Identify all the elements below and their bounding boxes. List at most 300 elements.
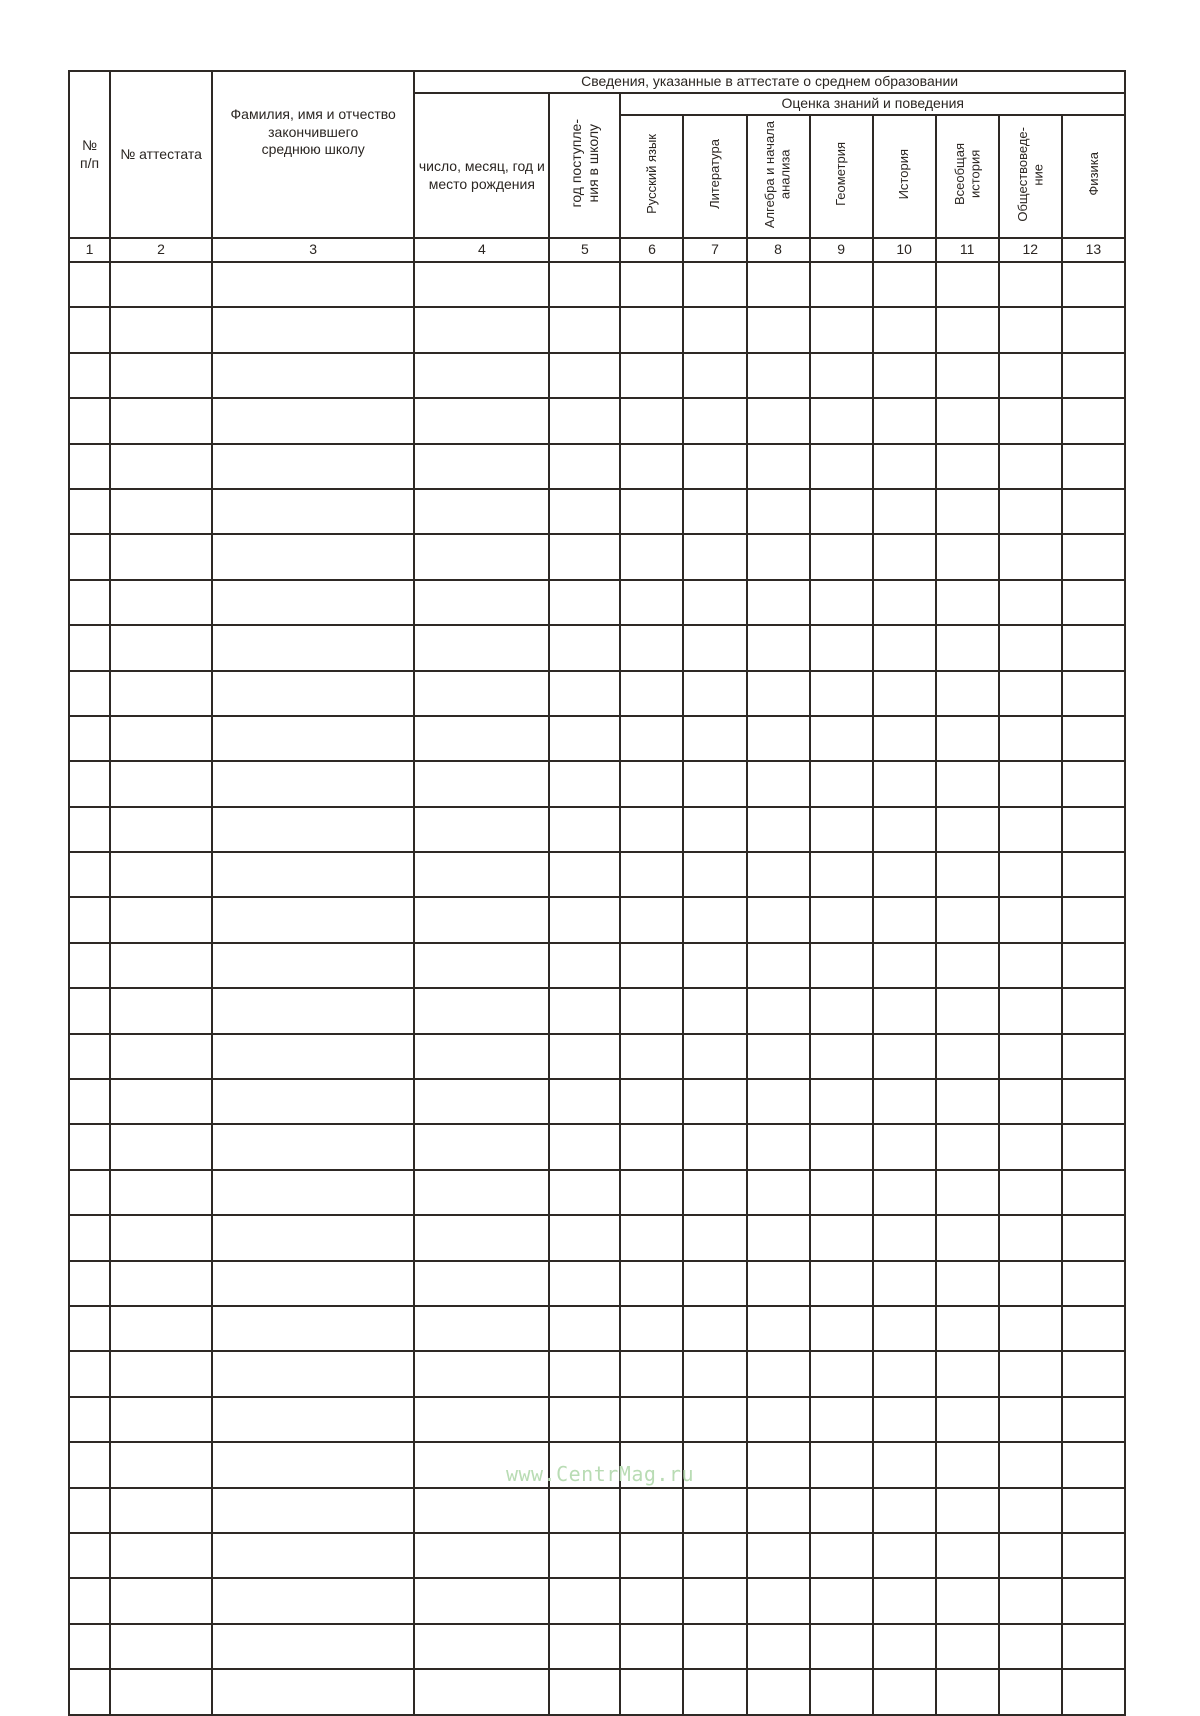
table-cell[interactable] <box>999 1079 1062 1124</box>
table-cell[interactable] <box>873 1488 936 1533</box>
table-cell[interactable] <box>69 1533 110 1578</box>
table-cell[interactable] <box>810 1079 873 1124</box>
table-cell[interactable] <box>549 716 620 761</box>
table-cell[interactable] <box>999 1261 1062 1306</box>
table-cell[interactable] <box>110 625 212 670</box>
table-cell[interactable] <box>212 988 414 1033</box>
table-cell[interactable] <box>810 1669 873 1714</box>
table-cell[interactable] <box>549 1533 620 1578</box>
table-cell[interactable] <box>747 353 810 398</box>
table-cell[interactable] <box>683 807 746 852</box>
table-cell[interactable] <box>1062 534 1125 579</box>
table-cell[interactable] <box>810 671 873 716</box>
table-cell[interactable] <box>810 489 873 534</box>
table-cell[interactable] <box>810 988 873 1033</box>
table-cell[interactable] <box>999 580 1062 625</box>
table-cell[interactable] <box>69 897 110 942</box>
table-cell[interactable] <box>69 1488 110 1533</box>
table-cell[interactable] <box>69 943 110 988</box>
table-cell[interactable] <box>873 1306 936 1351</box>
table-cell[interactable] <box>683 1578 746 1623</box>
table-cell[interactable] <box>936 262 999 307</box>
table-cell[interactable] <box>549 1215 620 1260</box>
table-cell[interactable] <box>683 1351 746 1396</box>
table-cell[interactable] <box>999 1533 1062 1578</box>
table-cell[interactable] <box>999 625 1062 670</box>
table-cell[interactable] <box>69 353 110 398</box>
table-cell[interactable] <box>683 1079 746 1124</box>
table-cell[interactable] <box>683 1261 746 1306</box>
table-cell[interactable] <box>549 1261 620 1306</box>
table-cell[interactable] <box>873 1261 936 1306</box>
table-cell[interactable] <box>549 943 620 988</box>
table-cell[interactable] <box>620 444 683 489</box>
table-cell[interactable] <box>1062 580 1125 625</box>
table-cell[interactable] <box>110 671 212 716</box>
table-cell[interactable] <box>414 1079 549 1124</box>
table-cell[interactable] <box>620 1215 683 1260</box>
table-cell[interactable] <box>620 897 683 942</box>
table-cell[interactable] <box>69 489 110 534</box>
table-cell[interactable] <box>414 943 549 988</box>
table-cell[interactable] <box>1062 1351 1125 1396</box>
table-cell[interactable] <box>212 1124 414 1169</box>
table-cell[interactable] <box>873 761 936 806</box>
table-cell[interactable] <box>683 943 746 988</box>
table-cell[interactable] <box>549 353 620 398</box>
table-cell[interactable] <box>873 625 936 670</box>
table-cell[interactable] <box>936 1170 999 1215</box>
table-cell[interactable] <box>414 988 549 1033</box>
table-cell[interactable] <box>1062 398 1125 443</box>
table-cell[interactable] <box>747 444 810 489</box>
table-cell[interactable] <box>620 489 683 534</box>
table-cell[interactable] <box>747 1669 810 1714</box>
table-cell[interactable] <box>414 1170 549 1215</box>
table-cell[interactable] <box>212 307 414 352</box>
table-cell[interactable] <box>620 1669 683 1714</box>
table-cell[interactable] <box>810 625 873 670</box>
table-cell[interactable] <box>1062 444 1125 489</box>
table-cell[interactable] <box>936 580 999 625</box>
table-cell[interactable] <box>549 1170 620 1215</box>
table-cell[interactable] <box>936 1124 999 1169</box>
table-cell[interactable] <box>999 988 1062 1033</box>
table-cell[interactable] <box>747 761 810 806</box>
table-cell[interactable] <box>549 897 620 942</box>
table-cell[interactable] <box>683 897 746 942</box>
table-cell[interactable] <box>999 534 1062 579</box>
table-cell[interactable] <box>69 1669 110 1714</box>
table-cell[interactable] <box>683 580 746 625</box>
table-cell[interactable] <box>1062 1306 1125 1351</box>
table-cell[interactable] <box>810 444 873 489</box>
table-cell[interactable] <box>810 1034 873 1079</box>
table-cell[interactable] <box>414 1351 549 1396</box>
table-cell[interactable] <box>999 716 1062 761</box>
table-cell[interactable] <box>110 1397 212 1442</box>
table-cell[interactable] <box>110 1488 212 1533</box>
table-cell[interactable] <box>549 534 620 579</box>
table-cell[interactable] <box>747 1261 810 1306</box>
table-cell[interactable] <box>873 988 936 1033</box>
table-cell[interactable] <box>999 897 1062 942</box>
table-cell[interactable] <box>620 1124 683 1169</box>
table-cell[interactable] <box>620 761 683 806</box>
table-cell[interactable] <box>747 988 810 1033</box>
table-cell[interactable] <box>747 1533 810 1578</box>
table-cell[interactable] <box>212 761 414 806</box>
table-cell[interactable] <box>69 852 110 897</box>
table-cell[interactable] <box>549 262 620 307</box>
table-cell[interactable] <box>549 398 620 443</box>
table-cell[interactable] <box>212 943 414 988</box>
table-cell[interactable] <box>747 1170 810 1215</box>
table-cell[interactable] <box>620 1261 683 1306</box>
table-cell[interactable] <box>810 1624 873 1669</box>
table-cell[interactable] <box>747 671 810 716</box>
table-cell[interactable] <box>936 307 999 352</box>
table-cell[interactable] <box>69 534 110 579</box>
table-cell[interactable] <box>1062 353 1125 398</box>
table-cell[interactable] <box>747 625 810 670</box>
table-cell[interactable] <box>549 1306 620 1351</box>
table-cell[interactable] <box>414 852 549 897</box>
table-cell[interactable] <box>936 988 999 1033</box>
table-cell[interactable] <box>1062 1488 1125 1533</box>
table-cell[interactable] <box>810 716 873 761</box>
table-cell[interactable] <box>999 307 1062 352</box>
table-cell[interactable] <box>810 852 873 897</box>
table-cell[interactable] <box>212 807 414 852</box>
table-cell[interactable] <box>810 1351 873 1396</box>
table-cell[interactable] <box>1062 1079 1125 1124</box>
table-cell[interactable] <box>873 852 936 897</box>
table-cell[interactable] <box>549 625 620 670</box>
table-cell[interactable] <box>549 852 620 897</box>
table-cell[interactable] <box>414 262 549 307</box>
table-cell[interactable] <box>747 489 810 534</box>
table-cell[interactable] <box>69 716 110 761</box>
table-cell[interactable] <box>212 852 414 897</box>
table-cell[interactable] <box>810 897 873 942</box>
table-cell[interactable] <box>683 353 746 398</box>
table-cell[interactable] <box>999 444 1062 489</box>
table-cell[interactable] <box>873 580 936 625</box>
table-cell[interactable] <box>212 1034 414 1079</box>
table-cell[interactable] <box>212 489 414 534</box>
table-cell[interactable] <box>414 307 549 352</box>
table-cell[interactable] <box>212 353 414 398</box>
table-cell[interactable] <box>936 489 999 534</box>
table-cell[interactable] <box>683 761 746 806</box>
table-cell[interactable] <box>69 1079 110 1124</box>
table-cell[interactable] <box>747 307 810 352</box>
table-cell[interactable] <box>620 398 683 443</box>
table-cell[interactable] <box>414 807 549 852</box>
table-cell[interactable] <box>620 1624 683 1669</box>
table-cell[interactable] <box>110 1215 212 1260</box>
table-cell[interactable] <box>414 1034 549 1079</box>
table-cell[interactable] <box>683 1669 746 1714</box>
table-cell[interactable] <box>620 580 683 625</box>
table-cell[interactable] <box>936 807 999 852</box>
table-cell[interactable] <box>212 534 414 579</box>
table-cell[interactable] <box>999 1034 1062 1079</box>
table-cell[interactable] <box>69 988 110 1033</box>
table-cell[interactable] <box>683 1306 746 1351</box>
table-cell[interactable] <box>110 1578 212 1623</box>
table-cell[interactable] <box>110 444 212 489</box>
table-cell[interactable] <box>620 1578 683 1623</box>
table-cell[interactable] <box>620 852 683 897</box>
table-cell[interactable] <box>1062 852 1125 897</box>
table-cell[interactable] <box>620 943 683 988</box>
table-cell[interactable] <box>936 1079 999 1124</box>
table-cell[interactable] <box>69 1397 110 1442</box>
table-cell[interactable] <box>936 716 999 761</box>
table-cell[interactable] <box>810 307 873 352</box>
table-cell[interactable] <box>747 1034 810 1079</box>
table-cell[interactable] <box>212 1079 414 1124</box>
table-cell[interactable] <box>810 398 873 443</box>
table-cell[interactable] <box>620 534 683 579</box>
table-cell[interactable] <box>69 307 110 352</box>
table-cell[interactable] <box>414 444 549 489</box>
table-cell[interactable] <box>212 398 414 443</box>
table-cell[interactable] <box>620 716 683 761</box>
table-cell[interactable] <box>683 307 746 352</box>
table-cell[interactable] <box>747 1124 810 1169</box>
table-cell[interactable] <box>414 671 549 716</box>
table-cell[interactable] <box>1062 807 1125 852</box>
table-cell[interactable] <box>810 1124 873 1169</box>
table-cell[interactable] <box>69 1306 110 1351</box>
table-cell[interactable] <box>620 625 683 670</box>
table-cell[interactable] <box>110 1351 212 1396</box>
table-cell[interactable] <box>873 1170 936 1215</box>
table-cell[interactable] <box>1062 1124 1125 1169</box>
table-cell[interactable] <box>936 1351 999 1396</box>
table-cell[interactable] <box>936 534 999 579</box>
table-cell[interactable] <box>414 534 549 579</box>
table-cell[interactable] <box>1062 1034 1125 1079</box>
table-cell[interactable] <box>414 1533 549 1578</box>
table-cell[interactable] <box>873 943 936 988</box>
table-cell[interactable] <box>999 852 1062 897</box>
table-cell[interactable] <box>620 1034 683 1079</box>
table-cell[interactable] <box>683 716 746 761</box>
table-cell[interactable] <box>999 943 1062 988</box>
table-cell[interactable] <box>873 1669 936 1714</box>
table-cell[interactable] <box>683 1170 746 1215</box>
table-cell[interactable] <box>810 1261 873 1306</box>
table-cell[interactable] <box>620 1397 683 1442</box>
table-cell[interactable] <box>683 398 746 443</box>
table-cell[interactable] <box>747 262 810 307</box>
table-cell[interactable] <box>212 1261 414 1306</box>
table-cell[interactable] <box>873 1034 936 1079</box>
table-cell[interactable] <box>999 1488 1062 1533</box>
table-cell[interactable] <box>212 1351 414 1396</box>
table-cell[interactable] <box>873 353 936 398</box>
table-cell[interactable] <box>549 1124 620 1169</box>
table-cell[interactable] <box>747 807 810 852</box>
table-cell[interactable] <box>999 1397 1062 1442</box>
table-cell[interactable] <box>110 852 212 897</box>
table-cell[interactable] <box>936 1397 999 1442</box>
table-cell[interactable] <box>549 807 620 852</box>
table-cell[interactable] <box>69 761 110 806</box>
table-cell[interactable] <box>999 1124 1062 1169</box>
table-cell[interactable] <box>110 1306 212 1351</box>
table-cell[interactable] <box>110 580 212 625</box>
table-cell[interactable] <box>212 1488 414 1533</box>
table-cell[interactable] <box>69 444 110 489</box>
table-cell[interactable] <box>936 1578 999 1623</box>
table-cell[interactable] <box>810 1488 873 1533</box>
table-cell[interactable] <box>936 1215 999 1260</box>
table-cell[interactable] <box>414 897 549 942</box>
table-cell[interactable] <box>1062 1533 1125 1578</box>
table-cell[interactable] <box>620 671 683 716</box>
table-cell[interactable] <box>1062 988 1125 1033</box>
table-cell[interactable] <box>549 1624 620 1669</box>
table-cell[interactable] <box>69 671 110 716</box>
table-cell[interactable] <box>683 1533 746 1578</box>
table-cell[interactable] <box>620 1170 683 1215</box>
table-cell[interactable] <box>936 444 999 489</box>
table-cell[interactable] <box>212 1215 414 1260</box>
table-cell[interactable] <box>110 307 212 352</box>
table-cell[interactable] <box>69 1624 110 1669</box>
table-cell[interactable] <box>747 1215 810 1260</box>
table-cell[interactable] <box>999 1170 1062 1215</box>
table-cell[interactable] <box>212 1170 414 1215</box>
table-cell[interactable] <box>683 1034 746 1079</box>
table-cell[interactable] <box>620 262 683 307</box>
table-cell[interactable] <box>69 1034 110 1079</box>
table-cell[interactable] <box>683 988 746 1033</box>
table-cell[interactable] <box>414 1215 549 1260</box>
table-cell[interactable] <box>414 761 549 806</box>
table-cell[interactable] <box>999 761 1062 806</box>
table-cell[interactable] <box>999 671 1062 716</box>
table-cell[interactable] <box>620 353 683 398</box>
table-cell[interactable] <box>1062 1397 1125 1442</box>
table-cell[interactable] <box>810 1397 873 1442</box>
table-cell[interactable] <box>873 807 936 852</box>
table-cell[interactable] <box>110 1624 212 1669</box>
table-cell[interactable] <box>69 1124 110 1169</box>
table-cell[interactable] <box>747 1397 810 1442</box>
table-cell[interactable] <box>549 1397 620 1442</box>
table-cell[interactable] <box>999 1578 1062 1623</box>
table-cell[interactable] <box>110 1170 212 1215</box>
table-cell[interactable] <box>620 1351 683 1396</box>
table-cell[interactable] <box>999 262 1062 307</box>
table-cell[interactable] <box>1062 671 1125 716</box>
table-cell[interactable] <box>936 1488 999 1533</box>
table-cell[interactable] <box>620 988 683 1033</box>
table-cell[interactable] <box>1062 1578 1125 1623</box>
table-cell[interactable] <box>414 398 549 443</box>
table-cell[interactable] <box>212 1306 414 1351</box>
table-cell[interactable] <box>999 1351 1062 1396</box>
table-cell[interactable] <box>549 1669 620 1714</box>
table-cell[interactable] <box>747 852 810 897</box>
table-cell[interactable] <box>683 671 746 716</box>
table-cell[interactable] <box>549 761 620 806</box>
table-cell[interactable] <box>936 1261 999 1306</box>
table-cell[interactable] <box>69 580 110 625</box>
table-cell[interactable] <box>999 398 1062 443</box>
table-cell[interactable] <box>110 988 212 1033</box>
table-cell[interactable] <box>747 1488 810 1533</box>
table-cell[interactable] <box>810 353 873 398</box>
table-cell[interactable] <box>549 580 620 625</box>
table-cell[interactable] <box>810 761 873 806</box>
table-cell[interactable] <box>999 353 1062 398</box>
table-cell[interactable] <box>110 716 212 761</box>
table-cell[interactable] <box>1062 1261 1125 1306</box>
table-cell[interactable] <box>873 1215 936 1260</box>
table-cell[interactable] <box>747 716 810 761</box>
table-cell[interactable] <box>747 398 810 443</box>
table-cell[interactable] <box>1062 625 1125 670</box>
table-cell[interactable] <box>683 444 746 489</box>
table-cell[interactable] <box>1062 489 1125 534</box>
table-cell[interactable] <box>810 262 873 307</box>
table-cell[interactable] <box>212 262 414 307</box>
table-cell[interactable] <box>747 1079 810 1124</box>
table-cell[interactable] <box>873 1533 936 1578</box>
table-cell[interactable] <box>1062 1624 1125 1669</box>
table-cell[interactable] <box>936 852 999 897</box>
table-cell[interactable] <box>110 534 212 579</box>
table-cell[interactable] <box>873 671 936 716</box>
table-cell[interactable] <box>110 489 212 534</box>
table-cell[interactable] <box>110 761 212 806</box>
table-cell[interactable] <box>69 1261 110 1306</box>
table-cell[interactable] <box>873 1124 936 1169</box>
table-cell[interactable] <box>873 444 936 489</box>
table-cell[interactable] <box>110 353 212 398</box>
table-cell[interactable] <box>110 1669 212 1714</box>
table-cell[interactable] <box>873 897 936 942</box>
table-cell[interactable] <box>747 580 810 625</box>
table-cell[interactable] <box>683 1624 746 1669</box>
table-cell[interactable] <box>110 1124 212 1169</box>
table-cell[interactable] <box>620 307 683 352</box>
table-cell[interactable] <box>414 1488 549 1533</box>
table-cell[interactable] <box>873 1079 936 1124</box>
table-cell[interactable] <box>549 988 620 1033</box>
table-cell[interactable] <box>683 625 746 670</box>
table-cell[interactable] <box>810 580 873 625</box>
table-cell[interactable] <box>683 534 746 579</box>
table-cell[interactable] <box>873 1624 936 1669</box>
table-cell[interactable] <box>1062 943 1125 988</box>
table-cell[interactable] <box>810 943 873 988</box>
table-cell[interactable] <box>549 1034 620 1079</box>
table-cell[interactable] <box>683 1488 746 1533</box>
table-cell[interactable] <box>212 1533 414 1578</box>
table-cell[interactable] <box>110 943 212 988</box>
table-cell[interactable] <box>936 897 999 942</box>
table-cell[interactable] <box>747 1306 810 1351</box>
table-cell[interactable] <box>212 1578 414 1623</box>
